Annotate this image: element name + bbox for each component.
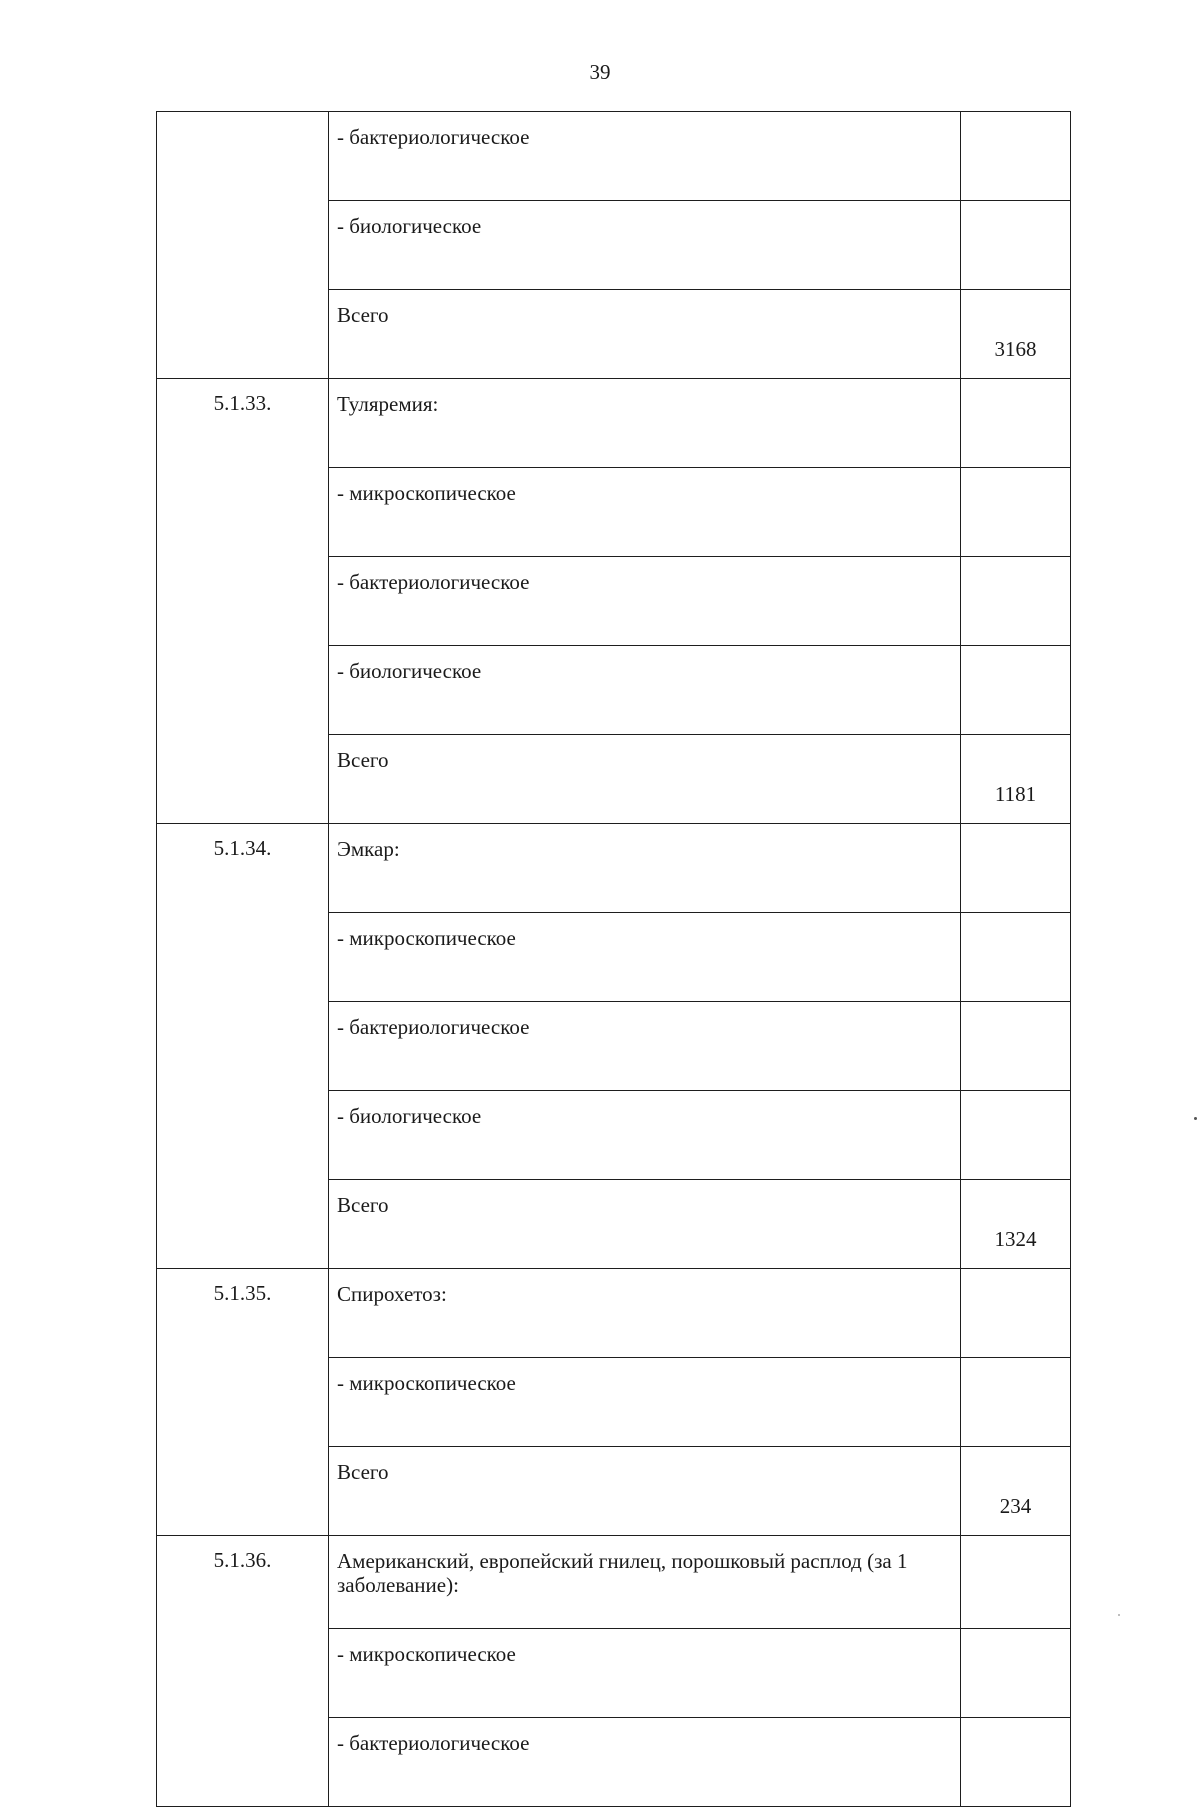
row-label: - микроскопическое: [329, 1358, 961, 1447]
row-value: [961, 1629, 1071, 1718]
row-label: - бактериологическое: [329, 557, 961, 646]
row-label: - биологическое: [329, 646, 961, 735]
table-row: [157, 112, 1071, 201]
row-value: [961, 379, 1071, 468]
row-value: 1324: [961, 1180, 1071, 1269]
row-value: [961, 201, 1071, 290]
section-code: 5.1.36.: [157, 1536, 329, 1807]
section-code: [157, 112, 329, 379]
row-value: 3168: [961, 290, 1071, 379]
section-code: 5.1.35.: [157, 1269, 329, 1536]
row-label: - микроскопическое: [329, 913, 961, 1002]
row-label: Эмкар:: [329, 824, 961, 913]
row-value: [961, 112, 1071, 201]
table-row: [157, 824, 1071, 913]
row-label: - бактериологическое: [329, 1718, 961, 1807]
row-label: Всего: [329, 1180, 961, 1269]
scan-speck: [1118, 1614, 1120, 1616]
row-label: - бактериологическое: [329, 1002, 961, 1091]
section-code: 5.1.33.: [157, 379, 329, 824]
row-label: Туляремия:: [329, 379, 961, 468]
row-value: [961, 1358, 1071, 1447]
row-value: [961, 1002, 1071, 1091]
row-value: 234: [961, 1447, 1071, 1536]
row-value: [961, 1269, 1071, 1358]
scan-speck: [1194, 1117, 1197, 1120]
row-value: [961, 468, 1071, 557]
row-value: [961, 557, 1071, 646]
row-label: Американский, европейский гнилец, порошковый расплод (за 1 заболевание):: [329, 1536, 961, 1629]
row-label: Всего: [329, 735, 961, 824]
row-label: - бактериологическое: [329, 112, 961, 201]
row-value: [961, 646, 1071, 735]
row-label: Спирохетоз:: [329, 1269, 961, 1358]
table-row: [157, 1536, 1071, 1629]
services-table: [156, 111, 1071, 1807]
section-code: 5.1.34.: [157, 824, 329, 1269]
row-label: Всего: [329, 290, 961, 379]
page-number: 39: [589, 60, 611, 84]
table-row: [157, 379, 1071, 468]
table-row: [157, 1269, 1071, 1358]
row-label: - биологическое: [329, 1091, 961, 1180]
row-value: [961, 1091, 1071, 1180]
row-label: - биологическое: [329, 201, 961, 290]
row-label: - микроскопическое: [329, 1629, 961, 1718]
row-value: [961, 1536, 1071, 1629]
row-value: [961, 824, 1071, 913]
row-value: [961, 913, 1071, 1002]
row-value: 1181: [961, 735, 1071, 824]
row-value: [961, 1718, 1071, 1807]
row-label: Всего: [329, 1447, 961, 1536]
row-label: - микроскопическое: [329, 468, 961, 557]
